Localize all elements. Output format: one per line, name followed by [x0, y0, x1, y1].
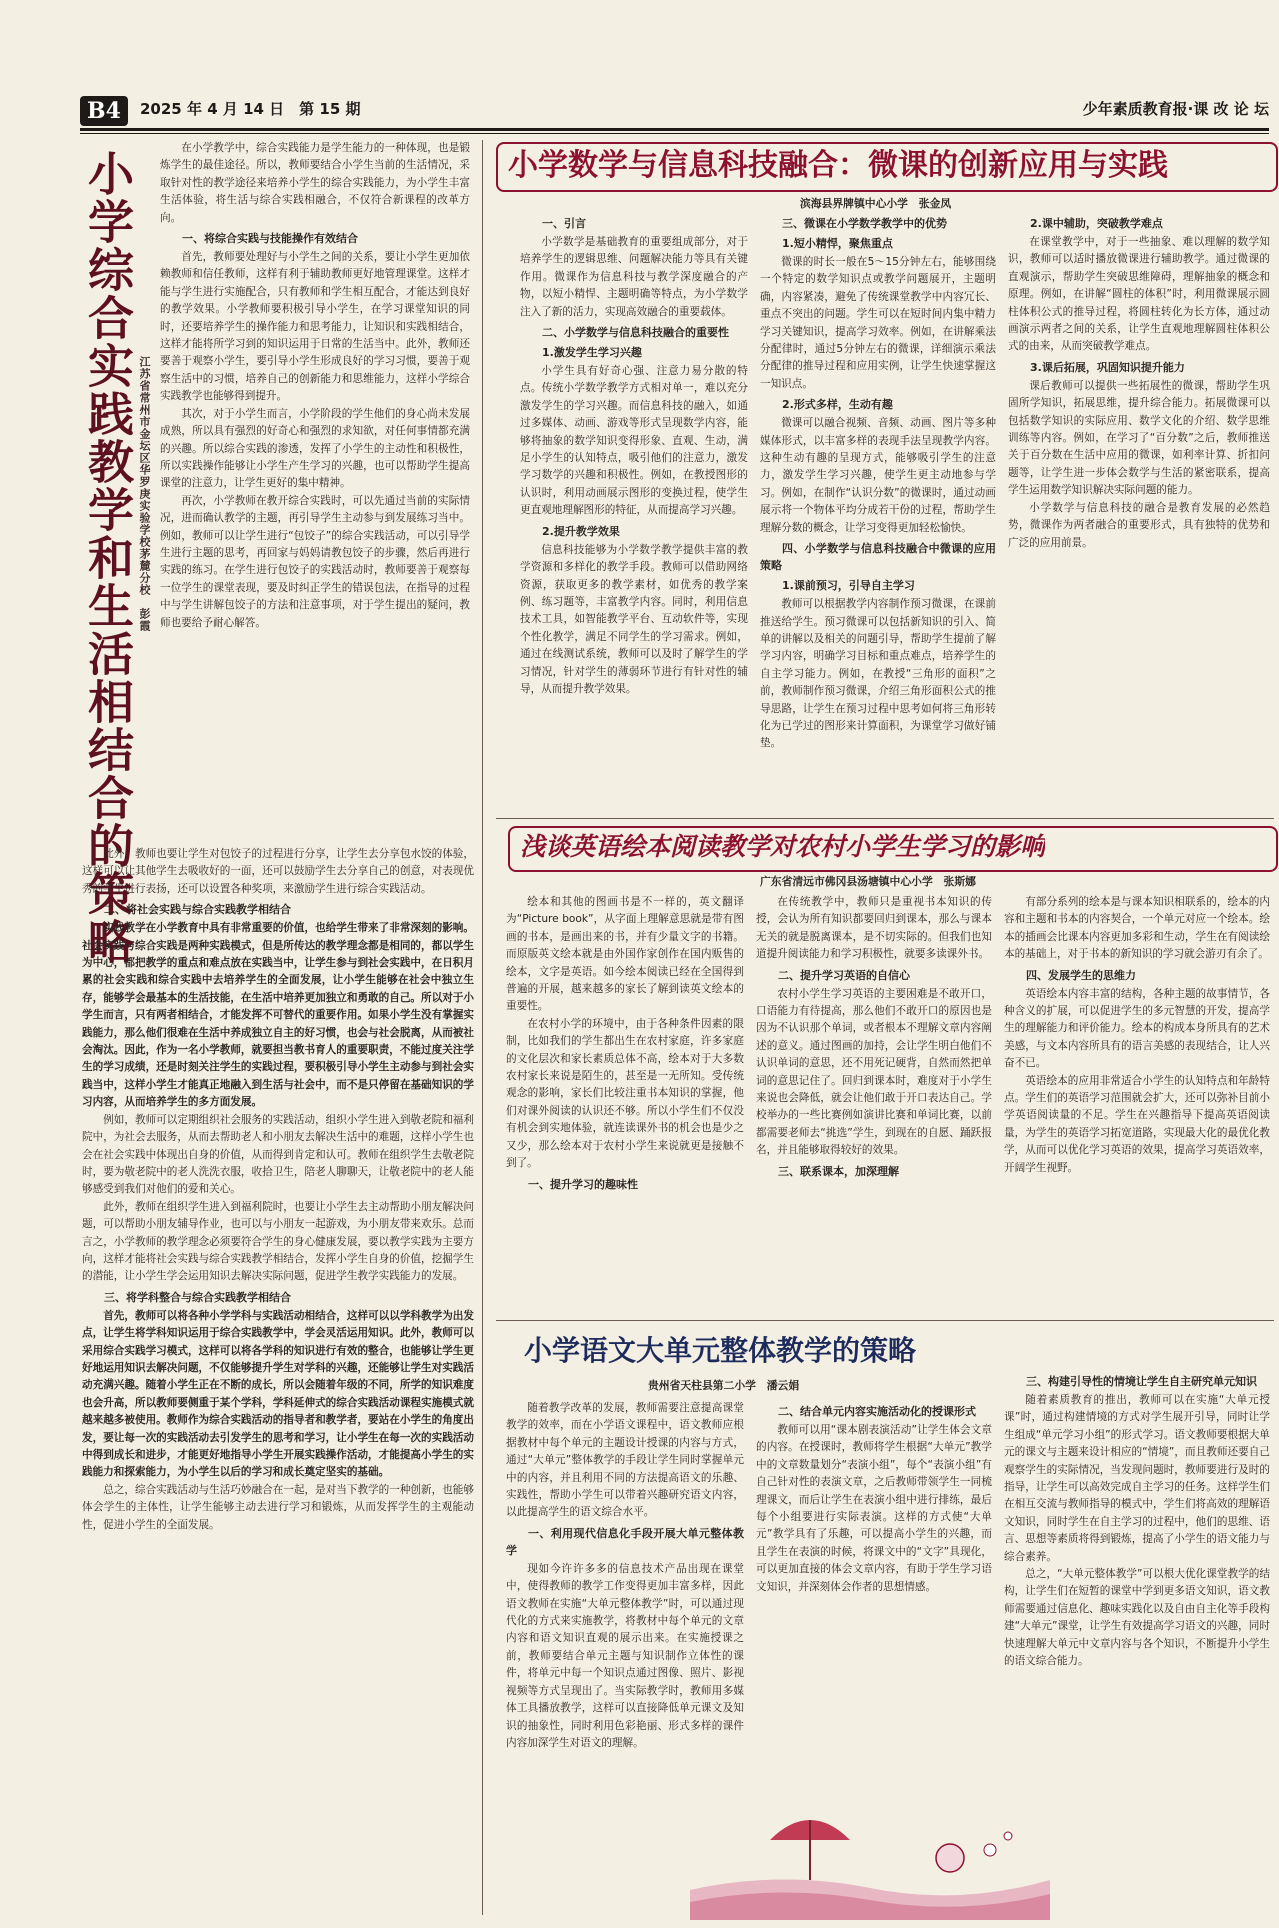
sub-heading: 1.短小精悍，聚焦重点	[782, 237, 893, 250]
sub-heading: 2.课中辅助，突破教学难点	[1030, 217, 1163, 230]
sub-heading: 3.课后拓展，巩固知识提升能力	[1030, 360, 1185, 374]
article3-column-1	[506, 894, 744, 1314]
bubble-icon	[984, 1844, 996, 1856]
paragraph: 英语绘本内容丰富的结构，各种主题的故事情节，各种含义的扩展，可以促进学生的多元智慧的开发，提高学生的理解能力和评价能力。绘本的构成本身所具有的艺术美感，与文本内容所具有的语言美感的表现结合，让人兴奋不已。	[1004, 987, 1270, 1070]
paragraph: 此外，教师在组织学生进入到福利院时，也要让小学生去主动帮助小朋友解决问题，可以帮助小朋友辅导作业，也可以与小朋友一起游戏，为小朋友带来欢乐。总而言之，小学教师的教学理念必须要符合学生的身心健康发展，要以教学实践为主要方向，这样才能将社会实践与综合实践教学相结合，发挥小学生自身的价值，挖掘学生的潜能，让小学生学会运用知识去解决实际问题，促进学生教学实践能力的发展。	[82, 1200, 474, 1283]
section-divider	[496, 818, 1274, 819]
paragraph: 随着教学改革的发展，教师需要注意提高课堂教学的效率，而在小学语文课程中，语文教师应根据教材中每个单元的主题设计授课的内容与方式，通过“大单元”整体教学的手段让学生同时掌握单元中的内容，并且利用不同的方法提高语文的乐趣、实践性，帮助小学生可以带着兴趣研究语文内容，以此提高学生的语文综合水平。	[506, 1402, 744, 1519]
paragraph: 微课的时长一般在5～15分钟左右，能够围绕一个特定的数学知识点或教学问题展开，主题明确，内容紧凑，避免了传统课堂教学中内容冗长、重点不突出的问题。学生可以在短时间内集中精力学习关键知识，提高学习效率。例如，在讲解乘法分配律时，通过5分钟左右的微课，详细演示乘法分配律的推导过程和应用实例，让学生快速掌握这一知识点。	[760, 256, 996, 390]
article1-title: 小学综合实践教学和生活相结合的策略	[81, 150, 135, 966]
article2-column-1	[520, 212, 748, 812]
section-heading: 三、将学科整合与综合实践教学相结合	[104, 1290, 291, 1304]
paragraph: 农村小学生学习英语的主要困难是不敢开口，口语能力有待提高，那么他们不敢开口的原因也是因为不认识那个单词，或者根本不理解文章内容阐述的意义。通过图画的加持，会让学生明白他们不认识单词的意思，还不用死记硬背，自然而然把单词的意思记住了。回归到课本时，难度对于小学生来说也会降低，就会让他们敢于开口表达自己。学校举办的一些比赛例如演讲比赛和单词比赛，以前都需要老师去“挑选”学生，到现在的自愿、踊跃报名，并且能够取得较好的效果。	[756, 987, 992, 1157]
article2-column-2	[760, 212, 996, 812]
article1-column-bottom	[82, 846, 474, 1920]
section-heading: 一、引言	[542, 217, 586, 230]
paragraph: 首先，教师要处理好与小学生之间的关系，要让小学生更加依赖教师和信任教师，这样有利于辅助教师更好地管理课堂。这样才能与学生进行实施配合，只有教师和学生相互配合，才能达到良好的教学效果。小学教师要积极引导小学生，在学习课堂知识的同时，还要培养学生的操作能力和思考能力，让知识和实践相结合，这样才能将所学习到的知识运用于日常的生活当中。此外，教师还要善于观察小学生，要引导小学生形成良好的学习习惯，要善于观察生活中的习惯，培养自己的创新能力和思维能力，这样小学综合实践教学也能够得到提升。	[160, 251, 470, 403]
paragraph: 英语绘本的应用非常适合小学生的认知特点和年龄特点。学生们的英语学习范围就会扩大，还可以弥补目前小学英语阅读量的不足。学生在兴趣指导下提高英语阅读量，为学生的英语学习拓宽道路，实现最大化的最优化教学，从而可以优化学习英语的效果，提高学习英语效率，开阔学生视野。	[1004, 1074, 1270, 1174]
paragraph: 随着素质教育的推出，教师可以在实施“大单元授课”时，通过构建情境的方式对学生展开引导，同时让学生组成“单元学习小组”的形式学习。语文教师要根据大单元的课文与主题来设计相应的“情境”，而且教师还要自己观察学生的实际情况，当发现问题时，教师要进行及时的指导，让学生可以高效完成自主学习的任务。这样学生们在相互交流与教师指导的模式中，学生们将高效的理解语文知识，同时学生在自主学习的过程中，他们的思维、语言、思想等素质将得到锻炼，提高了小学生的语文能力与综合素养。	[1004, 1394, 1270, 1563]
paragraph: 在农村小学的环境中，由于各种条件因素的限制，比如我们的学生都出生在农村家庭，许多家庭的文化层次和家长素质总体不高，绘本对于大多数农村家长来说是陌生的，甚至是一无所知。受传统观念的影响，家长们比较注重书本知识的掌握，他们对课外阅读的认识还不够。所以小学生们不仅没有机会到实地体验，就连读课外书的机会也是少之又少，那么绘本对于农村小学生来说就更是接触不到了。	[506, 1017, 744, 1170]
umbrella-illustration	[690, 1780, 1050, 1920]
section-heading: 四、发展学生的思维力	[1026, 968, 1136, 982]
page-header	[0, 0, 1279, 132]
article1-column-top	[160, 140, 470, 846]
sub-heading: 2.提升教学效果	[542, 524, 620, 538]
article4-title: 小学语文大单元整体教学的策略	[524, 1334, 917, 1367]
paragraph: 再次，小学教师在教开综合实践时，可以先通过当前的实际情况，进而确认教学的主题，再引导学生主动参与到发展练习当中。例如，教师可以让学生进行“包饺子”的综合实践活动，可以引导学生进行主题的思考，再回家与妈妈请教包饺子的步骤，然后再进行实践的练习。在学生进行包饺子的实践活动时，教师要善于观察每一位学生的课堂表现，要及时纠正学生的错误包法，在指导的过程中与学生讲解包饺子的方法和注意事项，对于学生提出的疑问，教师也要给予耐心解答。	[160, 494, 470, 629]
paragraph: 例如，教师可以定期组织社会服务的实践活动，组织小学生进入到敬老院和福利院中，为社会去服务，从而去帮助老人和小朋友去解决生活中的难题，这样小学生也会在社会实践中体现出自身的价值，从而得到肯定和认可。教师在组织学生去敬老院时，要为敬老院中的老人洗洗衣服，收拾卫生，陪老人聊聊天，让敬老院中的老人能够感受到我们对他们的爱和关心。	[82, 1113, 474, 1196]
article2-title: 小学数学与信息科技融合：微课的创新应用与实践	[508, 148, 1168, 183]
paragraph: 绘本和其他的图画书是不一样的，英文翻译为“Picture book”，从字面上理解意思就是带有图画的书本，是画出来的书，并有少量文字的书籍。而原版英文绘本就是由外国作家创作在国内贩售的绘本，文字是英语。如今绘本阅读已经在全国得到普遍的开展，越来越多的家长了解到读英文绘本的重要性。	[506, 896, 744, 1013]
header-rule	[80, 128, 1269, 131]
issue-date: 2025 年 4 月 14 日 第 15 期	[140, 100, 361, 118]
article4-author: 贵州省天柱县第二小学 潘云娟	[648, 1379, 800, 1392]
section-heading: 三、微课在小学数学教学中的优势	[782, 217, 947, 230]
section-heading: 一、将综合实践与技能操作有效结合	[182, 232, 358, 246]
paragraph: 在传统教学中，教师只是重视书本知识的传授，会认为所有知识都要回归到课本，那么与课本无关的就是脱离课本，是不切实际的。但我们也知道提升阅读能力和学习积极性，就要多读课外书。	[756, 896, 992, 961]
article4-column-3	[1004, 1370, 1270, 1780]
section-heading: 一、提升学习的趣味性	[528, 1177, 638, 1191]
article4-column-1	[506, 1400, 744, 1790]
section-heading: 二、结合单元内容实施活动化的授课形式	[778, 1405, 976, 1418]
paragraph: 小学数学与信息科技的融合是教育发展的必然趋势，微课作为两者融合的重要形式，具有独特的优势和广泛的应用前景。	[1008, 501, 1270, 549]
decorative-illustration	[690, 1780, 1050, 1920]
article4-column-2	[756, 1400, 992, 1780]
paragraph: 现如今许许多多的信息技术产品出现在课堂中，使得教师的教学工作变得更加丰富多样，因此语文教师在实施“大单元整体教学”时，可以通过现代化的方式来实施教学，将教材中每个单元的文章内容和语文知识直观的展示出来。在实施授课之前，教师要结合单元主题与知识制作立体性的课件，将单元中每一个知识点通过图像、照片、影视视频等方式呈现出了。当实际教学时，教师用多媒体工具播放教学，这样可以直接降低单元课文及知识的抽象性，同时利用色彩艳丽、形式多样的课件内容加深学生对语文的理解。	[506, 1562, 744, 1749]
sub-heading: 1.课前预习，引导自主学习	[782, 579, 915, 593]
paragraph: 小学生具有好奇心强、注意力易分散的特点。传统小学数学教学方式相对单一，难以充分激发学生的学习兴趣。而信息科技的融入，如通过多媒体、动画、游戏等形式呈现数学内容，能够将抽象的数学知识变得形象、直观、生动，满足小学生的认知特点，吸引他们的注意力，激发学习数学的兴趣和积极性。例如，在教授图形的认识时，利用动画展示图形的变换过程，使学生更直观地理解图形的特征，从而提高学习兴趣。	[520, 365, 748, 517]
paragraph: 微课可以融合视频、音频、动画、图片等多种媒体形式，以丰富多样的表现手法呈现教学内容。这种生动有趣的呈现方式，能够吸引学生的注意力，激发学生学习兴趣，使学生更主动地参与学习。例如，在制作“认识分数”的微课时，通过动画展示将一个物体平均分成若干份的过程，帮助学生理解分数的概念，让学习变得更加轻松愉快。	[760, 417, 996, 534]
section-heading: 一、利用现代信息化手段开展大单元整体教学	[506, 1526, 744, 1557]
section-heading: 四、小学数学与信息科技融合中微课的应用策略	[760, 542, 996, 573]
paragraph: 首先，教师可以将各种小学学科与实践活动相结合，这样可以以学科教学为出发点，让学生将学科知识运用于综合实践教学中，学会灵活运用知识。此外，教师可以采用综合实践学习模式，这样可以将各学科的知识进行有效的整合，也能够让学生更好地运用知识去解决问题，不仅能够提升学生对学科的兴趣，还能够让学生对实践活动充满兴趣。随着小学生正在不断的成长，所以会随着年级的不同，所学的知识难度也会升高，所以教师要侧重于某个学科，学科延伸式的综合实践活动课程实施模式就越来越多被使用。教师作为综合实践活动的指导者和教学者，要站在小学生的角度出发，要让每一次的实践活动去引发学生的思考和学习，让小学生在每一次的实践活动中得到成长和进步，才能更好地指导小学生开展实践操作活动，才能提高小学生的实践能力和探索能力，为小学生以后的学习和成长奠定坚实的基础。	[82, 1309, 474, 1479]
paragraph: 教师可以用“课本剧表演活动”让学生体会文章的内容。在授课时，教师将学生根据“大单元”教学中的文章数量划分“表演小组”，每个“表演小组”有自己针对性的表演文章，之后教师带领学生一同梳理课文，而后让学生在表演小组中进行排练，最后每个小组要进行实际表演。这样的方式使“大单元”教学具有了乐趣，可以提高小学生的兴趣，而且学生在表演的时候，将课文中的“文字”具现化，可以更加直接的体会文章内容，有助于学生学习语文知识，并深刻体会作者的思想情感。	[756, 1424, 992, 1593]
section-heading: 三、构建引导性的情境让学生自主研究单元知识	[1026, 1375, 1257, 1388]
paragraph: 在课堂教学中，对于一些抽象、难以理解的数学知识，教师可以适时播放微课进行辅助教学。通过微课的直观演示，帮助学生突破思维障碍，理解抽象的概念和原理。例如，在讲解“圆柱的体积”时，利用微课展示圆柱体积公式的推导过程，将圆柱转化为长方体，通过动画演示两者之间的关系，让学生直观地理解圆柱体积公式的由来，从而突破教学难点。	[1008, 236, 1270, 353]
article3-title: 浅谈英语绘本阅读教学对农村小学生学习的影响	[520, 832, 1046, 861]
section-heading: 三、联系课本，加深理解	[778, 1164, 899, 1178]
paragraph: 总之，综合实践活动与生活巧妙融合在一起，是对当下教学的一种创新，也能够体会学生的主体性，让学生能够主动去进行学习和锻炼，从而发挥学生的主观能动性，促进小学生的全面发展。	[82, 1483, 474, 1531]
article3-column-3	[1004, 894, 1270, 1314]
section-heading: 二、将社会实践与综合实践教学相结合	[104, 903, 291, 917]
header-rule-thin	[80, 133, 1269, 134]
article3-column-2	[756, 894, 992, 1314]
sub-heading: 2.形式多样，生动有趣	[782, 398, 893, 412]
section-divider	[496, 1320, 1274, 1321]
section-heading: 二、提升学习英语的自信心	[778, 968, 910, 982]
article2-column-3	[1008, 212, 1270, 812]
paragraph: 实践教学在小学教育中具有非常重要的价值，也给学生带来了非常深刻的影响。社会实践与综合实践是两种实践模式，但是所传达的教学理念都是相同的，都以学生为中心，都把教学的重点和难点放在实践当中，让学生参与到社会实践中，在日积月累的社会实践和综合实践中去培养学生的全面发展，让小学生能够在社会中独立生存，能够学会最基本的生活技能，在生活中培养更加独立和勇敢的自己。所以对于小学生而言，只有两者相结合，才能发挥不可替代的重要作用。如果小学生没有掌握实践能力，那么他们很难在生活中养成独立自主的好习惯，也会与社会脱离，从而被社会淘汰。因此，作为一名小学教师，就要担当教书育人的重要职责，不能过度关注学生的学习成绩，还是时刻关注学生的实践过程，要积极引导小学生主动参与到社会实践当中，这样小学生才能真正地融入到生活与社会中，而不是只停留在基础知识的学习内容，从而培养学生的多方面发展。	[82, 922, 474, 1109]
bubble-icon	[1004, 1832, 1012, 1840]
paper-name: 少年素质教育报·课 改 论 坛	[1082, 100, 1269, 118]
paragraph: 课后教师可以提供一些拓展性的微课，帮助学生巩固所学知识，拓展思维，提升综合能力。拓展微课可以包括数学知识的实际应用、数学文化的介绍、数学思维训练等内容。例如，在学习了“百分数”之后，教师推送关于百分数在生活中应用的微课，如利率计算、折扣问题等，让学生进一步体会数学与生活的紧密联系，提高学生运用数学知识解决实际问题的能力。	[1008, 379, 1270, 497]
paragraph: 总之，“大单元整体教学”可以根大优化课堂教学的结构，让学生们在短暂的课堂中学到更多语文知识，语文教师需要通过信息化、趣味实践化以及自由自主化等手段构建“大单元”课堂，让学生有效提高学习语文的兴趣，同时快速理解大单元中文章内容与各个知识，不断提升小学生的语文综合能力。	[1004, 1568, 1270, 1668]
section-heading: 二、小学数学与信息科技融合的重要性	[542, 326, 729, 340]
paragraph: 此外，教师也要让学生对包饺子的过程进行分享，让学生去分享包水饺的体验，这样可以让其他学生去吸收好的一面，还可以鼓励学生去分享自己的创意，对表现优秀的学生进行表扬，还可以设置各种奖项，来激励学生进行综合实践活动。	[82, 848, 474, 895]
paragraph: 教师可以根据教学内容制作预习微课，在课前推送给学生。预习微课可以包括新知识的引入、简单的讲解以及相关的问题引导，帮助学生提前了解学习内容，明确学习目标和重点难点，培养学生的自主学习能力。例如，在教授“三角形的面积”之前，教师制作预习微课，介绍三角形面积公式的推导思路，让学生在预习过程中思考如何将三角形转化为已学过的图形来计算面积，为课堂学习做好铺垫。	[760, 598, 996, 750]
character-icon	[936, 1844, 964, 1872]
column-divider	[482, 140, 483, 1915]
page-number-badge: B4	[80, 96, 128, 126]
article3-author: 广东省清远市佛冈县汤塘镇中心小学 张斯娜	[760, 875, 976, 888]
paragraph: 在小学教学中，综合实践能力是学生能力的一种体现，也是锻炼学生的最佳途径。所以，教师要结合小学生当前的生活情况，采取针对性的教学途径来培养小学生的综合实践能力，为小学生丰富生活体验，将生活与综合实践相融合，不仅符合新课程的改革方向。	[160, 142, 470, 224]
paragraph: 有部分系列的绘本是与课本知识相联系的，绘本的内容和主题和书本的内容契合，一个单元对应一个绘本。绘本的插画会比课本内容更加多彩和生动，学生在有阅读绘本的基础上，对于书本的新知识的学习就会游刃有余了。	[1004, 896, 1270, 961]
paragraph: 信息科技能够为小学数学教学提供丰富的教学资源和多样化的教学手段。教师可以借助网络资源，获取更多的教学素材，如优秀的教学案例、练习题等，丰富教学内容。同时，利用信息技术工具，如智能教学平台、互动软件等，实现个性化教学，满足不同学生的学习需求。例如，通过在线测试系统，教师可以及时了解学生的学习情况，针对学生的薄弱环节进行有针对性的辅导，从而提升教学效果。	[520, 543, 748, 695]
paragraph: 小学数学是基础教育的重要组成部分，对于培养学生的逻辑思维、问题解决能力等具有关键作用。微课作为信息科技与教学深度融合的产物，以短小精悍、主题明确等特点，为小学数学注入了新的活力，实现高效融合的重要载体。	[520, 236, 748, 318]
sub-heading: 1.激发学生学习兴趣	[542, 346, 642, 360]
paragraph: 其次，对于小学生而言，小学阶段的学生他们的身心尚未发展成熟，所以具有强烈的好奇心和强烈的求知欲，对任何事情都充满的兴趣。所以综合实践的渗透，发挥了小学生的主动性和积极性，所以实践操作能够让小学生产生学习的兴趣，也可以帮助学生提高课堂的注意力，让学生更好的集中精神。	[160, 407, 470, 490]
article2-author: 滨海县界牌镇中心小学 张金凤	[800, 197, 952, 210]
article1-author: 江苏省常州市金坛区华罗庚实验学校茅麓分校 彭霞	[138, 356, 151, 632]
